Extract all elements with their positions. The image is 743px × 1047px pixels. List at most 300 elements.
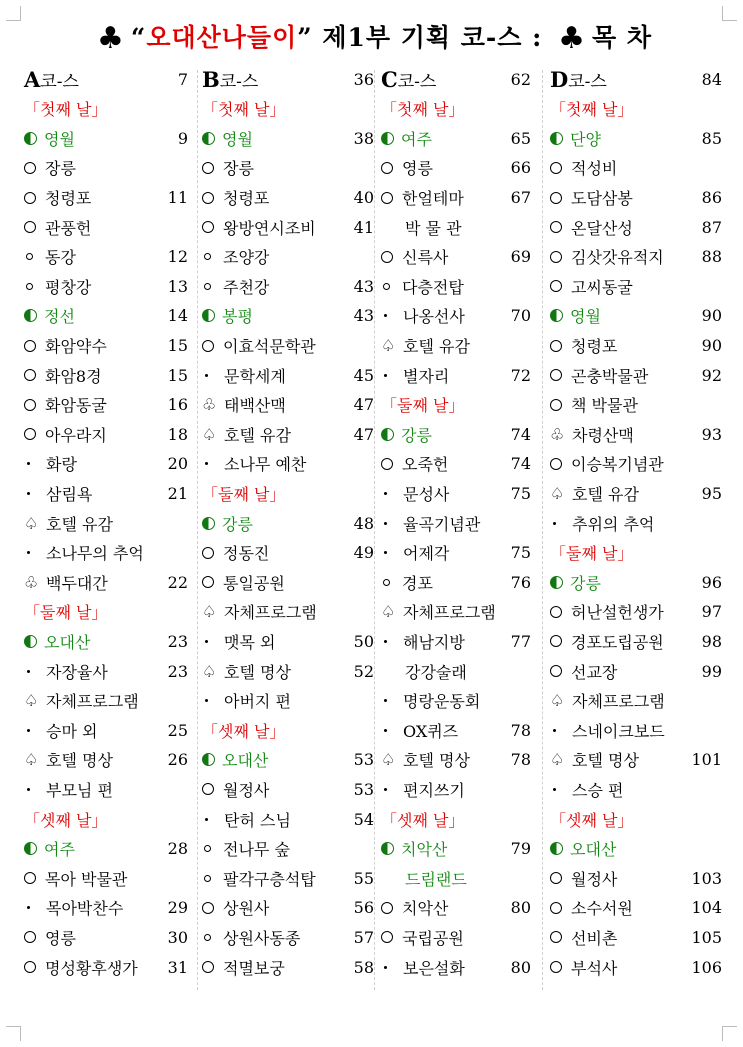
entry-text (24, 630, 90, 653)
entry-label: 선비촌 (571, 928, 618, 948)
toc-entry[interactable] (202, 568, 374, 598)
day-heading[interactable] (381, 390, 531, 420)
toc-entry[interactable] (381, 331, 531, 361)
toc-entry[interactable] (550, 301, 722, 331)
circle-icon (24, 399, 36, 411)
half-circle-icon (202, 309, 215, 322)
circle-icon (550, 902, 562, 914)
entry-label: 호텔 유감 (403, 337, 470, 357)
entry-text (24, 245, 76, 268)
entry-label: 자체프로그램 (403, 603, 496, 623)
toc-entry[interactable] (381, 745, 531, 775)
entry-label: 강릉 (401, 425, 432, 445)
entry-text (202, 275, 269, 298)
toc-entry[interactable] (24, 153, 188, 183)
day-heading[interactable] (550, 804, 722, 834)
spade-outline-icon: ♤ (381, 602, 396, 622)
course-header (381, 64, 531, 94)
toc-entry[interactable] (550, 745, 722, 775)
entry-text (381, 541, 449, 564)
toc-entry[interactable] (24, 568, 188, 598)
toc-entry[interactable] (381, 686, 531, 716)
entry-page-number: 99 (701, 661, 722, 681)
toc-entry[interactable] (202, 923, 374, 953)
entry-text (24, 334, 107, 357)
toc-entry[interactable] (202, 360, 374, 390)
toc-entry[interactable] (202, 390, 374, 420)
entry-label: 스승 편 (572, 780, 624, 800)
entry-label: 청령포 (223, 189, 270, 209)
entry-text (202, 689, 291, 712)
small-circle-icon (26, 283, 33, 290)
circle-icon (24, 221, 36, 233)
toc-entry[interactable] (24, 420, 188, 450)
entry-label: 소나무 예찬 (224, 455, 307, 475)
spade-outline-icon: ♤ (381, 336, 396, 356)
entry-label: 도담삼봉 (571, 189, 633, 209)
entry-text (381, 719, 458, 742)
toc-entry[interactable] (202, 331, 374, 361)
entry-label: 신륵사 (402, 248, 449, 268)
toc-entry[interactable] (202, 804, 374, 834)
half-circle-icon (202, 753, 215, 766)
entry-page-number: 43 (353, 306, 374, 326)
dot-icon (553, 729, 556, 732)
toc-entry[interactable] (381, 508, 531, 538)
toc-entry[interactable] (550, 360, 722, 390)
toc-entry[interactable] (381, 183, 531, 213)
toc-entry[interactable] (24, 538, 188, 568)
toc-entry[interactable] (381, 420, 531, 450)
entry-text (24, 482, 92, 505)
toc-entry[interactable] (381, 627, 531, 657)
entry-text (202, 926, 300, 949)
toc-entry[interactable] (24, 775, 188, 805)
toc-entry[interactable] (381, 834, 531, 864)
entry-text (24, 127, 75, 150)
entry-page-number: 43 (353, 276, 374, 296)
half-circle-icon (550, 842, 563, 855)
toc-entry[interactable] (550, 656, 722, 686)
toc-entry[interactable] (381, 360, 531, 390)
entry-text (24, 689, 139, 712)
toc-entry[interactable] (24, 272, 188, 302)
entry-text (24, 423, 107, 446)
entry-page-number: 75 (510, 543, 531, 563)
entry-text (202, 423, 291, 446)
toc-entry[interactable] (550, 952, 722, 982)
course-header (202, 64, 374, 94)
toc-entry[interactable] (24, 242, 188, 272)
toc-entry[interactable] (550, 893, 722, 923)
entry-page-number: 70 (510, 306, 531, 326)
toc-entry[interactable] (202, 597, 374, 627)
toc-entry[interactable] (381, 775, 531, 805)
toc-entry[interactable] (24, 508, 188, 538)
entry-text (550, 304, 601, 327)
toc-entry[interactable] (381, 597, 531, 627)
entry-label: 월정사 (223, 780, 270, 800)
entry-label: 「셋째 날」 (381, 810, 465, 830)
entry-page-number: 49 (353, 543, 374, 563)
entry-label: 탄허 스님 (224, 810, 291, 830)
toc-entry[interactable] (550, 863, 722, 893)
entry-page-number: 74 (510, 424, 531, 444)
entry-text (202, 660, 291, 683)
half-circle-icon (202, 132, 215, 145)
toc-entry[interactable] (381, 656, 531, 686)
dot-icon (384, 966, 387, 969)
circle-icon (202, 340, 214, 352)
club-icon: ♣ (558, 21, 586, 56)
entry-text (202, 630, 275, 653)
small-circle-icon (26, 253, 33, 260)
half-circle-icon (24, 635, 37, 648)
toc-entry[interactable] (24, 834, 188, 864)
toc-entry[interactable] (550, 923, 722, 953)
toc-entry[interactable] (381, 863, 531, 893)
course-column-c (381, 64, 531, 982)
entry-page-number: 11 (167, 188, 188, 208)
entry-page-number: 85 (701, 128, 722, 148)
toc-entry[interactable] (24, 390, 188, 420)
entry-label: 자장율사 (46, 662, 108, 682)
entry-text (550, 97, 633, 120)
toc-entry[interactable] (381, 893, 531, 923)
circle-icon (550, 458, 562, 470)
toc-entry[interactable] (202, 952, 374, 982)
day-heading[interactable] (24, 94, 188, 124)
course-title (202, 67, 258, 92)
course-page-number: 36 (353, 69, 374, 89)
spade-outline-icon: ♤ (24, 691, 39, 711)
toc-entry[interactable] (24, 183, 188, 213)
day-heading[interactable] (202, 94, 374, 124)
entry-text (381, 186, 464, 209)
toc-entry[interactable] (202, 834, 374, 864)
entry-page-number: 50 (353, 631, 374, 651)
entry-label: 경포도립공원 (571, 632, 664, 652)
toc-entry[interactable] (381, 538, 531, 568)
toc-entry[interactable] (24, 479, 188, 509)
circle-icon (550, 606, 562, 618)
day-heading[interactable] (202, 715, 374, 745)
half-circle-icon (24, 842, 37, 855)
dot-icon (27, 551, 30, 554)
entry-label: 「첫째 날」 (381, 100, 465, 120)
entry-label: 「둘째 날」 (24, 603, 108, 623)
day-heading[interactable] (381, 804, 531, 834)
toc-entry[interactable] (550, 775, 722, 805)
dot-icon (384, 374, 387, 377)
entry-text (381, 956, 465, 979)
entry-text (24, 156, 76, 179)
entry-text (24, 660, 108, 683)
entry-label: 호텔 유감 (572, 485, 639, 505)
circle-icon (550, 192, 562, 204)
toc-entry[interactable] (381, 153, 531, 183)
entry-page-number: 21 (167, 484, 188, 504)
entry-label: 보은설화 (403, 958, 465, 978)
entry-text (550, 512, 654, 535)
toc-entry[interactable] (381, 272, 531, 302)
entry-text (24, 364, 102, 387)
entry-label: 오대산 (44, 632, 91, 652)
entry-label: 상원사 (223, 899, 270, 919)
toc-entry[interactable] (550, 597, 722, 627)
circle-icon (202, 961, 214, 973)
entry-text (550, 216, 633, 239)
course-letter: D (550, 66, 569, 92)
toc-entry[interactable] (550, 390, 722, 420)
entry-text (202, 778, 269, 801)
toc-entry[interactable] (202, 893, 374, 923)
toc-entry[interactable] (24, 715, 188, 745)
toc-entry[interactable] (24, 212, 188, 242)
entry-text (381, 97, 464, 120)
toc-entry[interactable] (381, 242, 531, 272)
toc-entry[interactable] (381, 952, 531, 982)
toc-entry[interactable] (24, 360, 188, 390)
dot-icon (384, 640, 387, 643)
toc-entry[interactable] (24, 686, 188, 716)
entry-page-number: 76 (510, 572, 531, 592)
day-heading[interactable] (550, 538, 722, 568)
dot-icon (205, 818, 208, 821)
toc-entry[interactable] (24, 449, 188, 479)
day-heading[interactable] (202, 479, 374, 509)
entry-text (24, 837, 75, 860)
entry-label: 어제각 (403, 544, 450, 564)
entry-label: 강강술래 (405, 662, 467, 682)
half-circle-icon (550, 132, 563, 145)
half-circle-icon (381, 428, 394, 441)
toc-entry[interactable] (202, 420, 374, 450)
toc-entry[interactable] (550, 479, 722, 509)
entry-text (381, 748, 470, 771)
toc-entry[interactable] (24, 893, 188, 923)
toc-entry[interactable] (381, 449, 531, 479)
toc-entry[interactable] (24, 301, 188, 331)
toc-entry[interactable] (202, 538, 374, 568)
entry-page-number: 98 (701, 631, 722, 651)
entry-label: 월정사 (571, 869, 618, 889)
toc-entry[interactable] (550, 568, 722, 598)
toc-entry[interactable] (381, 479, 531, 509)
toc-entry[interactable] (24, 627, 188, 657)
toc-entry[interactable] (24, 124, 188, 154)
day-heading[interactable] (550, 94, 722, 124)
circle-icon (24, 340, 36, 352)
toc-entry[interactable] (202, 212, 374, 242)
toc-entry[interactable] (550, 212, 722, 242)
entry-label: 조양강 (223, 248, 270, 268)
entry-page-number: 41 (353, 217, 374, 237)
course-name: 코-스 (568, 71, 607, 92)
entry-text (550, 600, 664, 623)
circle-icon (24, 162, 36, 174)
entry-label: 아우라지 (45, 425, 107, 445)
toc-entry[interactable] (202, 242, 374, 272)
entry-label: 승마 외 (46, 721, 98, 741)
entry-text (202, 512, 253, 535)
entry-page-number: 23 (167, 661, 188, 681)
entry-text (381, 127, 432, 150)
entry-text (550, 186, 633, 209)
entry-label: 적성비 (571, 159, 618, 179)
entry-label: 「둘째 날」 (550, 544, 634, 564)
column-divider (197, 70, 198, 990)
toc-entry[interactable] (550, 242, 722, 272)
entry-page-number: 54 (353, 809, 374, 829)
entry-label: 백두대간 (46, 573, 108, 593)
toc-entry[interactable] (202, 124, 374, 154)
entry-label: 강릉 (222, 514, 253, 534)
entry-label: 「첫째 날」 (24, 100, 108, 120)
entry-page-number: 75 (510, 484, 531, 504)
toc-entry[interactable] (202, 508, 374, 538)
entry-label: 목아박찬수 (46, 899, 124, 919)
toc-entry[interactable] (202, 272, 374, 302)
toc-entry[interactable] (202, 775, 374, 805)
toc-entry[interactable] (381, 301, 531, 331)
course-page-number: 7 (177, 69, 188, 89)
entry-text (381, 304, 465, 327)
toc-entry[interactable] (24, 745, 188, 775)
toc-entry[interactable] (202, 301, 374, 331)
entry-text (381, 926, 464, 949)
title-close-quote: ” (297, 23, 313, 52)
entry-text (202, 97, 285, 120)
entry-page-number: 104 (691, 898, 722, 918)
spade-outline-icon: ♤ (381, 750, 396, 770)
entry-text (550, 482, 639, 505)
entry-label: 편지쓰기 (403, 780, 465, 800)
entry-label: 차령산맥 (572, 425, 634, 445)
spade-outline-icon: ♤ (550, 750, 565, 770)
toc-entry[interactable] (550, 153, 722, 183)
dot-icon (27, 492, 30, 495)
dot-icon (553, 522, 556, 525)
toc-entry[interactable] (381, 212, 531, 242)
entry-text (202, 156, 254, 179)
entry-label: 곤충박물관 (571, 366, 649, 386)
toc-entry[interactable] (24, 923, 188, 953)
toc-entry[interactable] (550, 715, 722, 745)
toc-entry[interactable] (550, 124, 722, 154)
toc-entry[interactable] (550, 183, 722, 213)
entry-page-number: 26 (167, 750, 188, 770)
entry-label: 화암약수 (45, 337, 107, 357)
toc-entry[interactable] (381, 568, 531, 598)
entry-label: 여주 (44, 840, 75, 860)
toc-entry[interactable] (550, 508, 722, 538)
small-circle-icon (204, 875, 211, 882)
toc-entry[interactable] (202, 745, 374, 775)
entry-label: 정선 (44, 307, 75, 327)
toc-entry[interactable] (24, 952, 188, 982)
toc-entry[interactable] (202, 627, 374, 657)
entry-page-number: 72 (510, 365, 531, 385)
toc-entry[interactable] (202, 449, 374, 479)
entry-page-number: 53 (353, 779, 374, 799)
entry-label: 「첫째 날」 (550, 100, 634, 120)
entry-text (381, 660, 467, 683)
dot-icon (553, 788, 556, 791)
circle-icon (381, 902, 393, 914)
toc-entry[interactable] (202, 656, 374, 686)
title-open-quote: “ (130, 23, 147, 52)
entry-page-number: 15 (167, 336, 188, 356)
toc-entry[interactable] (202, 183, 374, 213)
entry-label: 「둘째 날」 (202, 485, 286, 505)
toc-entry[interactable] (381, 124, 531, 154)
dot-icon (27, 462, 30, 465)
toc-entry[interactable] (202, 153, 374, 183)
spade-outline-icon: ♤ (550, 691, 565, 711)
entry-label: 주천강 (223, 277, 270, 297)
entry-label: 화암8경 (45, 366, 102, 386)
crop-mark-bottom-right (722, 1026, 737, 1041)
entry-text (24, 748, 113, 771)
toc-entry[interactable] (381, 715, 531, 745)
toc-entry[interactable] (24, 863, 188, 893)
entry-text (550, 127, 601, 150)
half-circle-icon (24, 132, 37, 145)
entry-page-number: 9 (177, 128, 188, 148)
toc-entry[interactable] (202, 686, 374, 716)
page-title (0, 18, 743, 60)
day-heading[interactable] (24, 804, 188, 834)
entry-label: OX퀴즈 (403, 721, 459, 741)
entry-label: 「셋째 날」 (550, 810, 634, 830)
entry-text (202, 808, 291, 831)
circle-icon (202, 192, 214, 204)
toc-entry[interactable] (24, 331, 188, 361)
entry-text (381, 808, 464, 831)
toc-entry[interactable] (550, 686, 722, 716)
entry-text (202, 393, 286, 416)
toc-entry[interactable] (550, 834, 722, 864)
toc-entry[interactable] (550, 627, 722, 657)
entry-page-number: 47 (353, 395, 374, 415)
entry-label: 문성사 (403, 485, 450, 505)
toc-entry[interactable] (550, 272, 722, 302)
day-heading[interactable] (24, 597, 188, 627)
entry-page-number: 47 (353, 424, 374, 444)
entry-text (381, 334, 470, 357)
entry-text (550, 896, 633, 919)
day-heading[interactable] (381, 94, 531, 124)
toc-entry[interactable] (202, 863, 374, 893)
entry-page-number: 80 (510, 898, 531, 918)
toc-entry[interactable] (550, 420, 722, 450)
entry-label: 허난설헌생가 (571, 603, 664, 623)
entry-text (381, 156, 433, 179)
toc-entry[interactable] (550, 449, 722, 479)
entry-page-number: 78 (510, 720, 531, 740)
entry-text (381, 837, 447, 860)
club-outline-icon: ♧ (550, 424, 565, 444)
circle-icon (550, 221, 562, 233)
toc-entry[interactable] (550, 331, 722, 361)
entry-label: 자체프로그램 (46, 692, 139, 712)
entry-label: 명랑운동회 (403, 692, 481, 712)
toc-entry[interactable] (24, 656, 188, 686)
entry-page-number: 23 (167, 631, 188, 651)
entry-label: 영릉 (402, 159, 433, 179)
toc-entry[interactable] (381, 923, 531, 953)
